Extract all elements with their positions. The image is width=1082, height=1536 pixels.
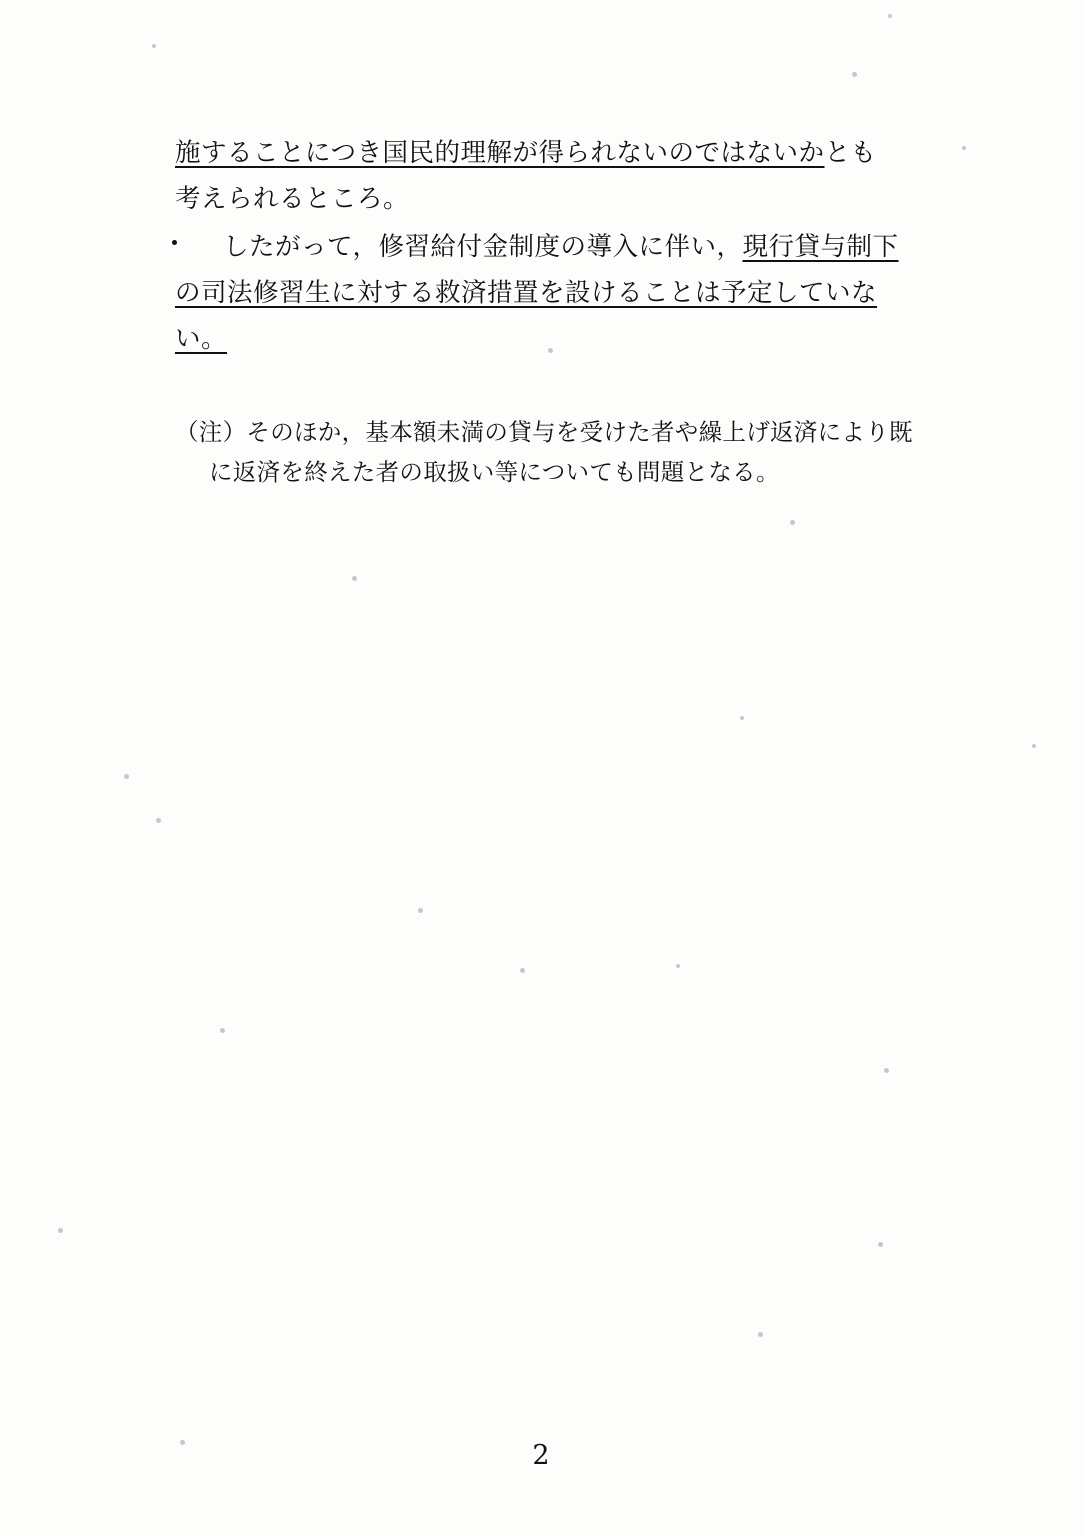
footnote-text: そのほか，基本額未満の貸与を受けた者や繰上げ返済により既 [246,418,913,446]
bullet-paragraph [175,224,955,362]
paragraph-line [175,270,955,316]
page-number: 2 [532,1440,550,1471]
scan-speck [740,716,744,720]
scan-speck [352,576,357,581]
underlined-text: 施することにつき国民的理解が得られないのではないか [175,138,825,168]
scan-speck [418,908,423,913]
scan-speck [156,818,161,823]
scan-speck [152,44,156,48]
document-body [175,130,955,492]
plain-text: したがって，修習給付金制度の導入に伴い， [223,232,743,262]
underlined-text: の司法修習生に対する救済措置を設けることは予定していな [175,278,878,308]
footnote-label: （注） [175,418,247,446]
scan-speck [888,14,892,18]
scan-speck [676,964,680,968]
scan-speck [962,146,966,150]
scan-speck [220,1028,225,1033]
plain-text: とも [824,138,877,168]
footnote-block [175,412,955,492]
paragraph-line [175,130,955,176]
scan-speck [852,72,857,77]
bullet-point-icon [172,240,177,245]
scan-speck [520,968,525,973]
footnote-first-line [175,412,955,452]
scan-speck [124,774,129,779]
scan-speck [884,1068,889,1073]
paragraph-line [175,224,955,270]
scan-speck [878,1242,883,1247]
underlined-text: 現行貸与制下 [742,232,899,262]
scan-speck [758,1332,763,1337]
underlined-text: い。 [175,324,228,354]
footnote-text-continued: に返済を終えた者の取扱い等についても問題となる。 [209,458,780,486]
scan-speck [1032,744,1036,748]
paragraph-continuation [175,130,955,222]
scan-speck [58,1228,63,1233]
scan-speck [790,520,795,525]
plain-text: 考えられるところ。 [175,184,410,214]
paragraph-line [175,316,955,362]
paragraph-line [175,176,955,222]
